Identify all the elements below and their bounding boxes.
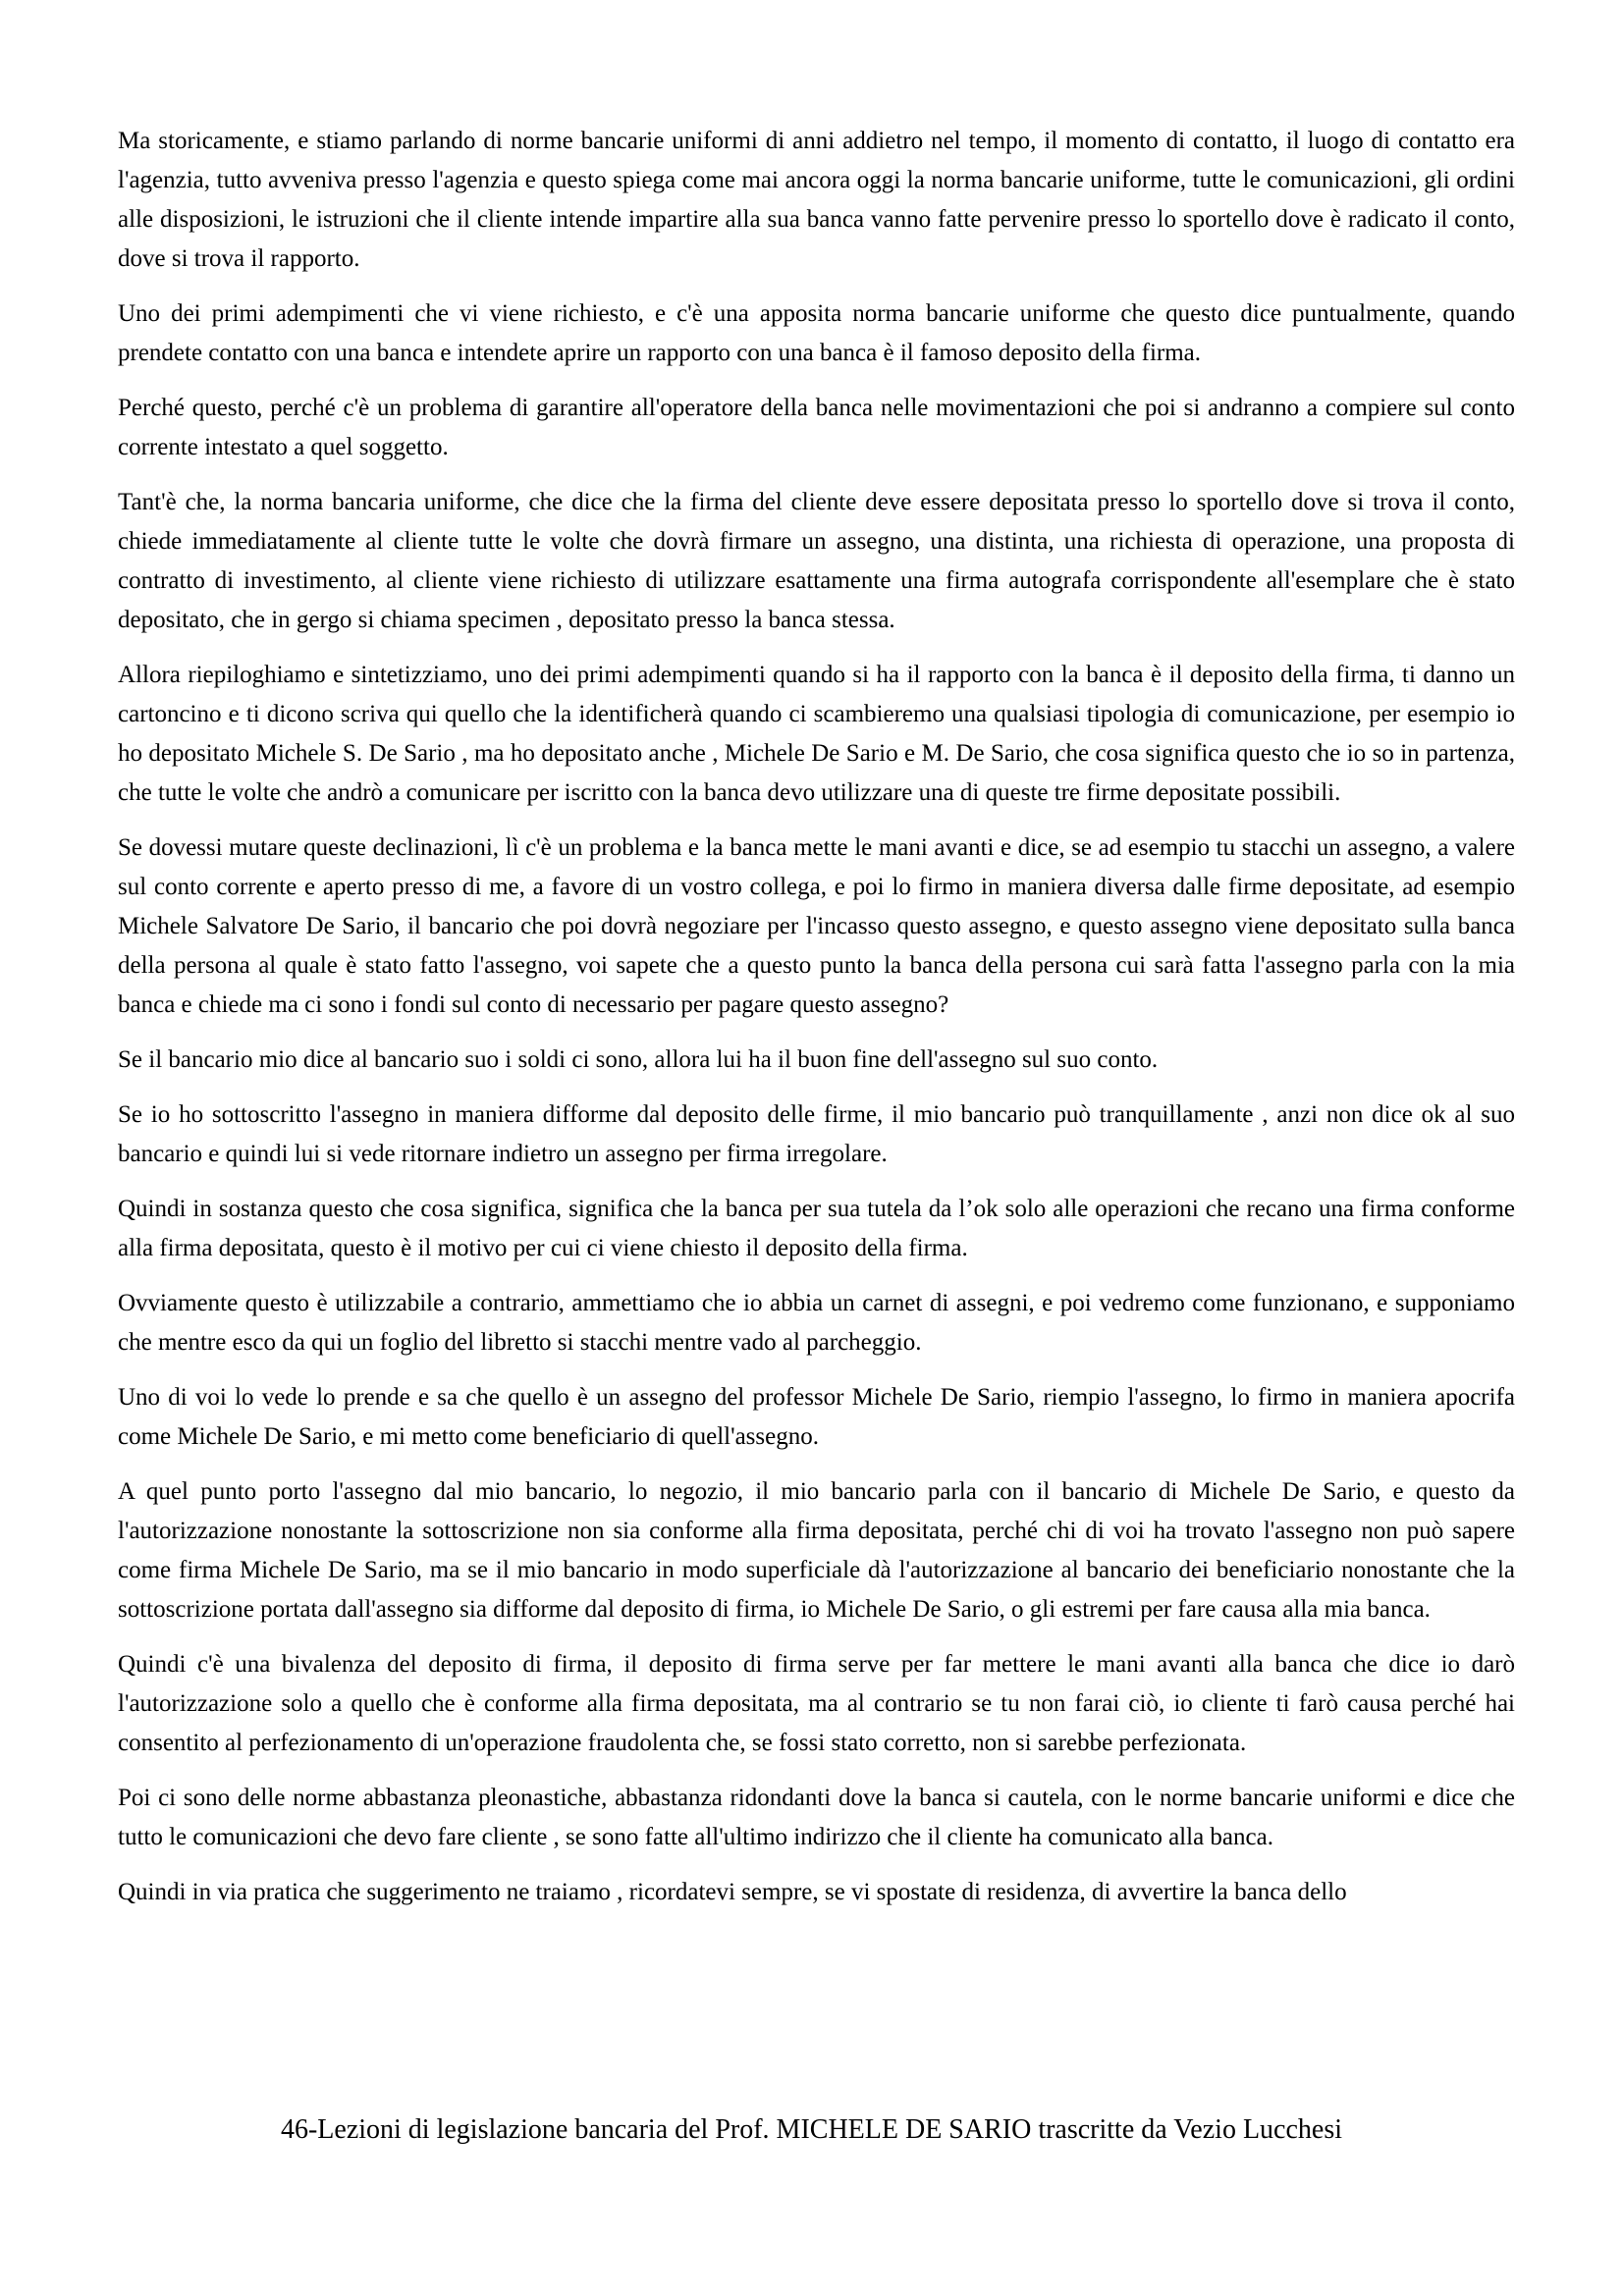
- paragraph: Uno di voi lo vede lo prende e sa che quello è un assegno del professor Michele De Sario, riempio l'assegno, lo firmo in maniera apocrifa come Michele De Sario, e mi metto come beneficiario di quell'assegno.: [118, 1384, 1515, 1450]
- paragraph: Se io ho sottoscritto l'assegno in maniera difforme dal deposito delle firme, il mio bancario può tranquillamente , anzi non dice ok al suo bancario e quindi lui si vede ritornare indietro un assegno per firma irregolare.: [118, 1101, 1515, 1167]
- paragraph: Quindi in sostanza questo che cosa significa, significa che la banca per sua tutela da l’ok solo alle operazioni che recano una firma conforme alla firma depositata, questo è il motivo per cui ci viene chiesto il deposito della firma.: [118, 1196, 1515, 1261]
- paragraph: Se il bancario mio dice al bancario suo i soldi ci sono, allora lui ha il buon fine dell'assegno sul suo conto.: [118, 1046, 1159, 1073]
- paragraph: Allora riepiloghiamo e sintetizziamo, uno dei primi adempimenti quando si ha il rapporto con la banca è il deposito della firma, ti danno un cartoncino e ti dicono scriva qui quello che la identificherà quando ci scambieremo una qualsiasi tipologia di comunicazione, per esempio io ho depositato Michele S. De Sario , ma ho depositato anche , Michele De Sario e M. De Sario, che cosa significa questo che io so in partenza, che tutte le volte che andrò a comunicare per iscritto con la banca devo utilizzare una di queste tre firme depositate possibili.: [118, 662, 1515, 806]
- paragraph: Tant'è che, la norma bancaria uniforme, che dice che la firma del cliente deve essere depositata presso lo sportello dove si trova il conto, chiede immediatamente al cliente tutte le volte che dovrà firmare un assegno, una distinta, una richiesta di operazione, una proposta di contratto di investimento, al cliente viene richiesto di utilizzare esattamente una firma autografa corrispondente all'esemplare che è stato depositato, che in gergo si chiama specimen , depositato presso la banca stessa.: [118, 489, 1515, 633]
- paragraph: Se dovessi mutare queste declinazioni, lì c'è un problema e la banca mette le mani avanti e dice, se ad esempio tu stacchi un assegno, a valere sul conto corrente e aperto presso di me, a favore di un vostro collega, e poi lo firmo in maniera diversa dalle firme depositate, ad esempio Michele Salvatore De Sario, il bancario che poi dovrà negoziare per l'incasso questo assegno, e questo assegno viene depositato sulla banca della persona al quale è stato fatto l'assegno, voi sapete che a questo punto la banca della persona cui sarà fatta l'assegno parla con la mia banca e chiede ma ci sono i fondi sul conto di necessario per pagare questo assegno?: [118, 834, 1515, 1018]
- paragraph: Ma storicamente, e stiamo parlando di norme bancarie uniformi di anni addietro nel tempo, il momento di contatto, il luogo di contatto era l'agenzia, tutto avveniva presso l'agenzia e questo spiega come mai ancora oggi la norma bancarie uniforme, tutte le comunicazioni, gli ordini alle disposizioni, le istruzioni che il cliente intende impartire alla sua banca vanno fatte pervenire presso lo sportello dove è radicato il conto, dove si trova il rapporto.: [118, 128, 1515, 272]
- paragraph: A quel punto porto l'assegno dal mio bancario, lo negozio, il mio bancario parla con il bancario di Michele De Sario, e questo da l'autorizzazione nonostante la sottoscrizione non sia conforme alla firma depositata, perché chi di voi ha trovato l'assegno non può sapere come firma Michele De Sario, ma se il mio bancario in modo superficiale dà l'autorizzazione al bancario dei beneficiario nonostante che la sottoscrizione portata dall'assegno sia difforme dal deposito di firma, io Michele De Sario, o gli estremi per fare causa alla mia banca.: [118, 1478, 1515, 1623]
- paragraph: Quindi c'è una bivalenza del deposito di firma, il deposito di firma serve per far mettere le mani avanti alla banca che dice io darò l'autorizzazione solo a quello che è conforme alla firma depositata, ma al contrario se tu non farai ciò, io cliente ti farò causa perché hai consentito al perfezionamento di un'operazione fraudolenta che, se fossi stato corretto, non si sarebbe perfezionata.: [118, 1651, 1515, 1756]
- page-footer: 46-Lezioni di legislazione bancaria del Prof. MICHELE DE SARIO trascritte da Vezio Lucchesi: [280, 2114, 1343, 2145]
- paragraph: Perché questo, perché c'è un problema di garantire all'operatore della banca nelle movimentazioni che poi si andranno a compiere sul conto corrente intestato a quel soggetto.: [118, 395, 1515, 460]
- paragraph: Ovviamente questo è utilizzabile a contrario, ammettiamo che io abbia un carnet di assegni, e poi vedremo come funzionano, e supponiamo che mentre esco da qui un foglio del libretto si stacchi mentre vado al parcheggio.: [118, 1290, 1515, 1356]
- page-body: [118, 122, 1515, 1928]
- paragraph: Uno dei primi adempimenti che vi viene richiesto, e c'è una apposita norma bancarie uniforme che questo dice puntualmente, quando prendete contatto con una banca e intendete aprire un rapporto con una banca è il famoso deposito della firma.: [118, 300, 1515, 366]
- paragraph: Poi ci sono delle norme abbastanza pleonastiche, abbastanza ridondanti dove la banca si cautela, con le norme bancarie uniformi e dice che tutto le comunicazioni che devo fare cliente , se sono fatte all'ultimo indirizzo che il cliente ha comunicato alla banca.: [118, 1785, 1515, 1850]
- paragraph: Quindi in via pratica che suggerimento ne traiamo , ricordatevi sempre, se vi spostate di residenza, di avvertire la banca dello: [118, 1879, 1347, 1905]
